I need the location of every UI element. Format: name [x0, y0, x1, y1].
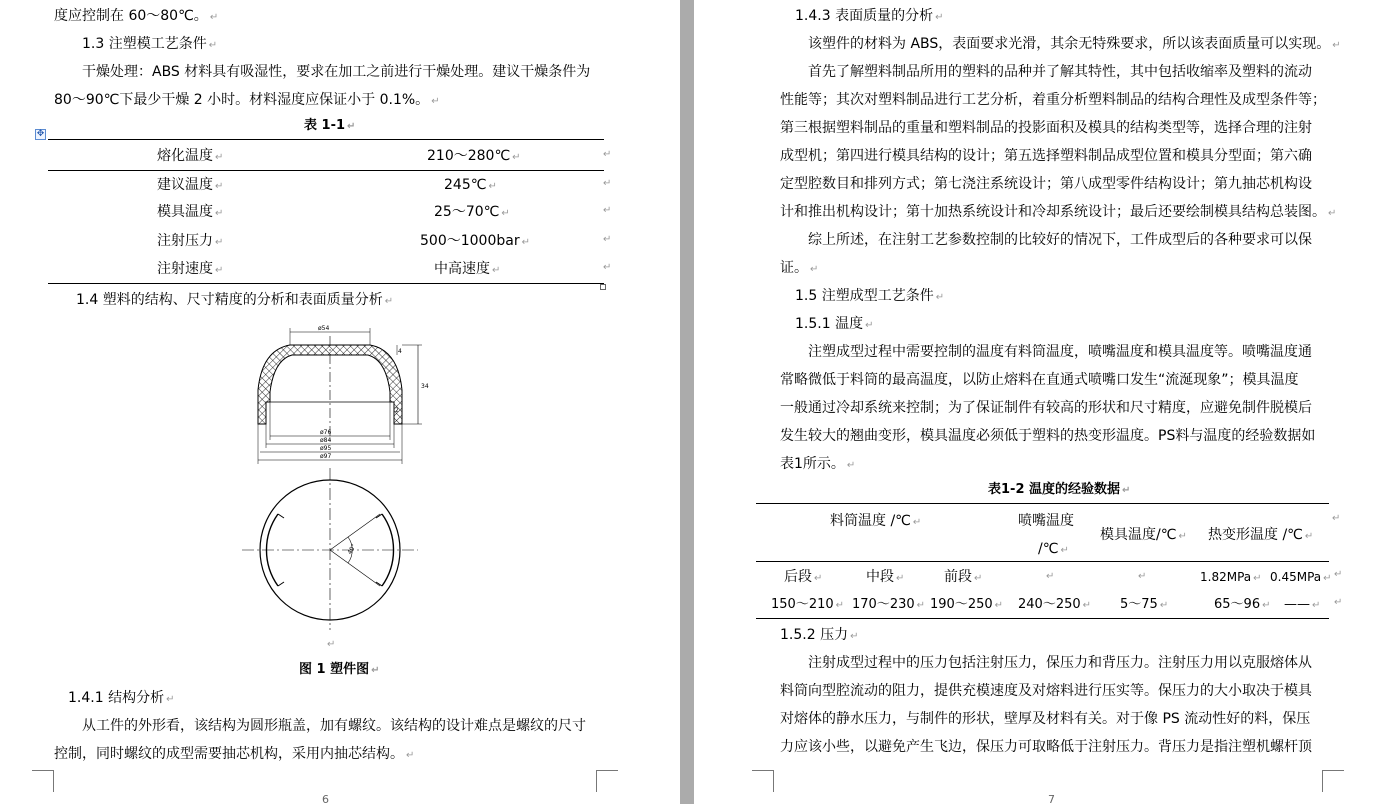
margin-corner-mark — [596, 770, 618, 792]
table-resize-handle-icon[interactable] — [600, 284, 606, 290]
part-drawing — [230, 318, 430, 648]
svg-text:4: 4 — [398, 348, 402, 355]
svg-text:ø95: ø95 — [320, 445, 332, 452]
paragraph-line: 成型机；第四进行模具结构的设计；第五选择塑料制品成型位置和模具分型面；第六确 — [780, 148, 1312, 164]
svg-text:40°: 40° — [346, 543, 358, 556]
paragraph-line: 注塑成型过程中需要控制的温度有料筒温度，喷嘴温度和模具温度等。喷嘴温度通 — [808, 344, 1312, 360]
svg-text:34: 34 — [421, 383, 429, 390]
page-number: 6 — [322, 793, 329, 804]
section-heading-1-3: 1.3 注塑模工艺条件 ↵ — [82, 36, 218, 52]
paragraph-line: 一般通过冷却系统来控制；为了保证制件有较高的形状和尺寸精度，应避免制件脱模后 — [780, 400, 1312, 416]
paragraph-line: 力应该小些，以避免产生飞边，保压力可取略低于注射压力。背压力是指注塑机螺杆顶 — [780, 739, 1312, 755]
svg-text:ø54: ø54 — [318, 325, 330, 332]
table-caption: 表 1-1 ↵ — [304, 118, 356, 133]
paragraph-line: 80～90℃下最少干燥 2 小时。材料湿度应保证小于 0.1%。 ↵ — [54, 92, 440, 108]
table-caption: 表1-2 温度的经验数据 ↵ — [988, 482, 1131, 497]
section-heading-1-4-3: 1.4.3 表面质量的分析 ↵ — [795, 8, 944, 24]
paragraph-line: 发生较大的翘曲变形，模具温度必须低于塑料的热变形温度。PS料与温度的经验数据如 — [780, 428, 1316, 444]
paragraph-line: 定型腔数目和排列方式；第七浇注系统设计；第八成型零件结构设计；第九抽芯机构设 — [780, 176, 1312, 192]
figure-caption: 图 1 塑件图 ↵ — [299, 662, 380, 677]
section-heading-1-5-1: 1.5.1 温度 ↵ — [795, 316, 874, 332]
table-rule-top — [756, 503, 1329, 504]
paragraph-line: 注射成型过程中的压力包括注射压力，保压力和背压力。注射压力用以克服熔体从 — [808, 655, 1312, 671]
page-number: 7 — [1048, 793, 1055, 804]
paragraph-line: 度应控制在 60～80℃。 ↵ — [54, 8, 219, 24]
paragraph-line: 首先了解塑料制品所用的塑料的品种并了解其特性，其中包括收缩率及塑料的流动 — [808, 64, 1312, 80]
paragraph-line: 该塑件的材料为 ABS，表面要求光滑，其余无特殊要求，所以该表面质量可以实现。 ↵ — [808, 36, 1341, 52]
paragraph-line: 综上所述，在注射工艺参数控制的比较好的情况下，工件成型后的各种要求可以保 — [808, 232, 1312, 248]
paragraph-line: 第三根据塑料制品的重量和塑料制品的投影面积及模具的结构类型等，选择合理的注射 — [780, 120, 1312, 136]
section-heading-1-4-1: 1.4.1 结构分析 ↵ — [68, 690, 175, 706]
svg-text:ø97: ø97 — [320, 453, 332, 460]
paragraph-line: 控制，同时螺纹的成型需要抽芯机构，采用内抽芯结构。 ↵ — [54, 746, 415, 762]
paragraph-line: 常略微低于料筒的最高温度，以防止熔料在直通式喷嘴口发生“流涎现象”；模具温度 — [780, 372, 1299, 388]
table-rule-header — [48, 170, 604, 171]
margin-corner-mark — [1322, 770, 1344, 792]
section-heading-1-4: 1.4 塑料的结构、尺寸精度的分析和表面质量分析 ↵ — [76, 292, 394, 308]
paragraph-line: 干燥处理：ABS 材料具有吸湿性，要求在加工之前进行干燥处理。建议干燥条件为 — [82, 64, 591, 80]
paragraph-line: 证。 ↵ — [780, 260, 819, 276]
table-move-handle-icon[interactable]: ✥ — [36, 129, 45, 139]
paragraph-line: 料筒向型腔流动的阻力，提供充模速度及对熔料进行压实等。保压力的大小取决于模具 — [780, 683, 1312, 699]
figure-para-mark: ↵ — [327, 639, 336, 650]
document-page-6: 度应控制在 60～80℃。 ↵ 1.3 注塑模工艺条件 ↵ 干燥处理：ABS 材料具有吸湿性，要求在加工之前进行干燥处理。建议干燥条件为 80～90℃下最少干燥 2 小时。材料湿度应保证小于 0.1%。 ↵ 表 1-1 ↵ ✥ 熔化温度 ↵ 210～280℃ ↵ ↵ 建议温度 ↵ 245℃ ↵ ↵ 模具温度 ↵ 25～70℃ ↵ ↵ 注射压力 ↵ 500～1000bar ↵ ↵ 注射速度 ↵ 中高速度 ↵ ↵ 1.4 塑料的结构、尺寸精度的分析和表面质量分析 ↵ ø54 34 4 2 ø76 ø84 ø95 ø97 40° ↵ 图 1 塑件图 ↵ 1.4.1 结构分析 ↵ 从工件的外形看，该结构为圆形瓶盖，加有螺纹。该结构的设计难点是螺纹的尺寸 控制，同时螺纹的成型需要抽芯机构，采用内抽芯结构。 ↵ 6 — [0, 0, 680, 804]
section-heading-1-5: 1.5 注塑成型工艺条件 ↵ — [795, 288, 945, 304]
paragraph-line: 计和推出机构设计；第十加热系统设计和冷却系统设计；最后还要绘制模具结构总装图。 ↵ — [780, 204, 1337, 220]
paragraph-line: 性能等；其次对塑料制品进行工艺分析，着重分析塑料制品的结构合理性及成型条件等； — [780, 92, 1326, 108]
paragraph-line: 表1所示。 ↵ — [780, 456, 856, 472]
margin-corner-mark — [752, 770, 774, 792]
section-heading-1-5-2: 1.5.2 压力 ↵ — [780, 627, 859, 643]
paragraph-line: 从工件的外形看，该结构为圆形瓶盖，加有螺纹。该结构的设计难点是螺纹的尺寸 — [82, 718, 586, 734]
paragraph-line: 对熔体的静水压力，与制件的形状，壁厚及材料有关。对于像 PS 流动性好的料，保压 — [780, 711, 1311, 727]
table-rule-header — [756, 561, 1329, 562]
svg-text:ø84: ø84 — [320, 437, 332, 444]
table-rule-bottom — [48, 283, 604, 284]
table-rule-top — [48, 139, 604, 140]
svg-text:ø76: ø76 — [320, 429, 332, 436]
svg-text:2: 2 — [395, 407, 399, 414]
document-page-7: 1.4.3 表面质量的分析 ↵ 该塑件的材料为 ABS，表面要求光滑，其余无特殊要求，所以该表面质量可以实现。 ↵ 首先了解塑料制品所用的塑料的品种并了解其特性，其中包括收缩率及塑料的流动 性能等；其次对塑料制品进行工艺分析，着重分析塑料制品的结构合理性及成型条件等； 第三根据塑料制品的重量和塑料制品的投影面积及模具的结构类型等，选择合理的注射 成型机；第四进行模具结构的设计；第五选择塑料制品成型位置和模具分型面；第六确 定型腔数目和排列方式；第七浇注系统设计；第八成型零件结构设计；第九抽芯机构设 计和推出机构设计；第十加热系统设计和冷却系统设计；最后还要绘制模具结构总装图。 ↵ 综上所述，在注射工艺参数控制的比较好的情况下，工件成型后的各种要求可以保 证。 ↵ 1.5 注塑成型工艺条件 ↵ 1.5.1 温度 ↵ 注塑成型过程中需要控制的温度有料筒温度，喷嘴温度和模具温度等。喷嘴温度通 常略微低于料筒的最高温度，以防止熔料在直通式喷嘴口发生“流涎现象”；模具温度 一般通过冷却系统来控制；为了保证制件有较高的形状和尺寸精度，应避免制件脱模后 发生较大的翘曲变形，模具温度必须低于塑料的热变形温度。PS料与温度的经验数据如 表1所示。 ↵ 表1-2 温度的经验数据 ↵ 料筒温度 /℃ ↵ 喷嘴温度 /℃ ↵ 模具温度/℃ ↵ 热变形温度 /℃ ↵ ↵ 后段 ↵ 中段 ↵ 前段 ↵ ↵ ↵ 1.82MPa ↵ 0.45MPa ↵ ↵ 150～210 ↵ 170～230 ↵ 190～250 ↵ 240～250 ↵ 5～75 ↵ 65～96 ↵ —— ↵ ↵ 1.5.2 压力 ↵ 注射成型过程中的压力包括注射压力，保压力和背压力。注射压力用以克服熔体从 料筒向型腔流动的阻力，提供充模速度及对熔料进行压实等。保压力的大小取决于模具 对熔体的静水压力，与制件的形状，壁厚及材料有关。对于像 PS 流动性好的料，保压 力应该小些，以避免产生飞边，保压力可取略低于注射压力。背压力是指注塑机螺杆顶 7 — [694, 0, 1386, 804]
margin-corner-mark — [32, 770, 54, 792]
table-rule-bottom — [756, 618, 1329, 619]
